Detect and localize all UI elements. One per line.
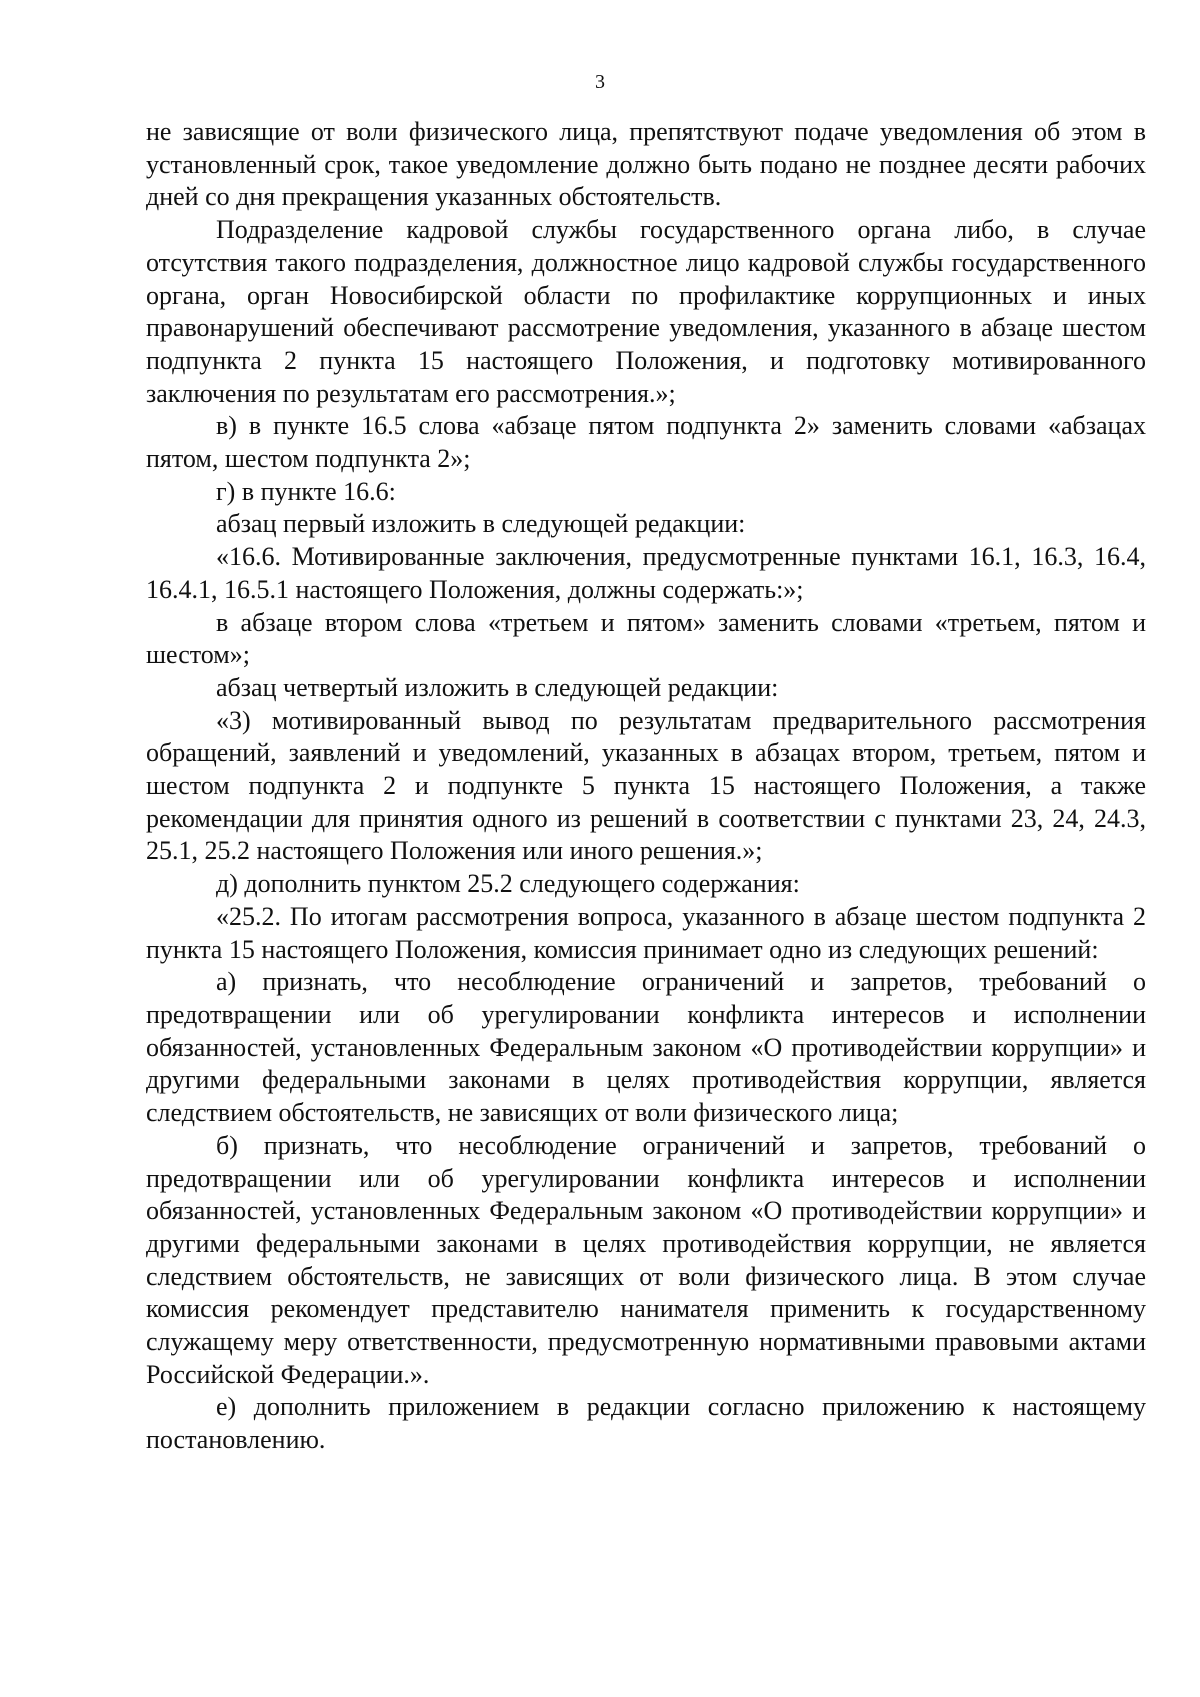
paragraph-item-d: д) дополнить пунктом 25.2 следующего содержания: xyxy=(216,869,800,899)
paragraph-decision-b: б) признать, что несоблюдение ограничений и запретов, требований о предотвращении или об урегулировании конфликта интересов и исполнении обязанностей, установленных Федеральным законом «О противодействии коррупции» и другими федеральными законами в целях противодействия коррупции, не является следствием обстоятельств, не зависящих от воли физического лица. В этом случае комиссия рекомендует представителю нанимателя применить к государственному служащему меру ответственности, предусмотренную нормативными правовыми актами Российской Федерации.». xyxy=(146,1130,1146,1389)
page-number: 3 xyxy=(595,71,605,93)
document-body xyxy=(146,116,1146,1457)
paragraph-item-e: е) дополнить приложением в редакции согласно приложению к настоящему постановлению. xyxy=(146,1392,1146,1455)
paragraph-hr-unit: Подразделение кадровой службы государственного органа либо, в случае отсутствия такого подразделения, должностное лицо кадровой службы государственного органа, орган Новосибирской области по профилактике коррупционных и иных правонарушений обеспечивают рассмотрение уведомления, указанного в абзаце шестом подпункта 2 пункта 15 настоящего Положения, и подготовку мотивированного заключения по результатам его рассмотрения.»; xyxy=(146,215,1146,408)
paragraph-first-abzac: абзац первый изложить в следующей редакции: xyxy=(216,509,746,539)
paragraph-continuation: не зависящие от воли физического лица, препятствуют подаче уведомления об этом в установленный срок, такое уведомление должно быть подано не позднее десяти рабочих дней со дня прекращения указанных обстоятельств. xyxy=(146,117,1146,212)
paragraph-fourth-abzac: абзац четвертый изложить в следующей редакции: xyxy=(216,672,779,702)
paragraph-decision-a: а) признать, что несоблюдение ограничений и запретов, требований о предотвращении или об урегулировании конфликта интересов и исполнении обязанностей, установленных Федеральным законом «О противодействии коррупции» и другими федеральными законами в целях противодействия коррупции, является следствием обстоятельств, не зависящих от воли физического лица; xyxy=(146,967,1146,1128)
paragraph-25-2: «25.2. По итогам рассмотрения вопроса, указанного в абзаце шестом подпункта 2 пункта 15 настоящего Положения, комиссия принимает одно из следующих решений: xyxy=(146,901,1146,964)
paragraph-item-v: в) в пункте 16.5 слова «абзаце пятом подпункта 2» заменить словами «абзацах пятом, шестом подпункта 2»; xyxy=(146,411,1146,474)
paragraph-motivated-conclusion: «3) мотивированный вывод по результатам предварительного рассмотрения обращений, заявлений и уведомлений, указанных в абзацах втором, третьем, пятом и шестом подпункта 2 и подпункте 5 пункта 15 настоящего Положения, а также рекомендации для принятия одного из решений в соответствии с пунктами 23, 24, 24.3, 25.1, 25.2 настоящего Положения или иного решения.»; xyxy=(146,705,1146,866)
paragraph-item-g: г) в пункте 16.6: xyxy=(216,476,396,506)
paragraph-16-6: «16.6. Мотивированные заключения, предусмотренные пунктами 16.1, 16.3, 16.4, 16.4.1, 16.5.1 настоящего Положения, должны содержать:»; xyxy=(146,542,1146,604)
paragraph-second-abzac: в абзаце втором слова «третьем и пятом» заменить словами «третьем, пятом и шестом»; xyxy=(146,607,1146,670)
